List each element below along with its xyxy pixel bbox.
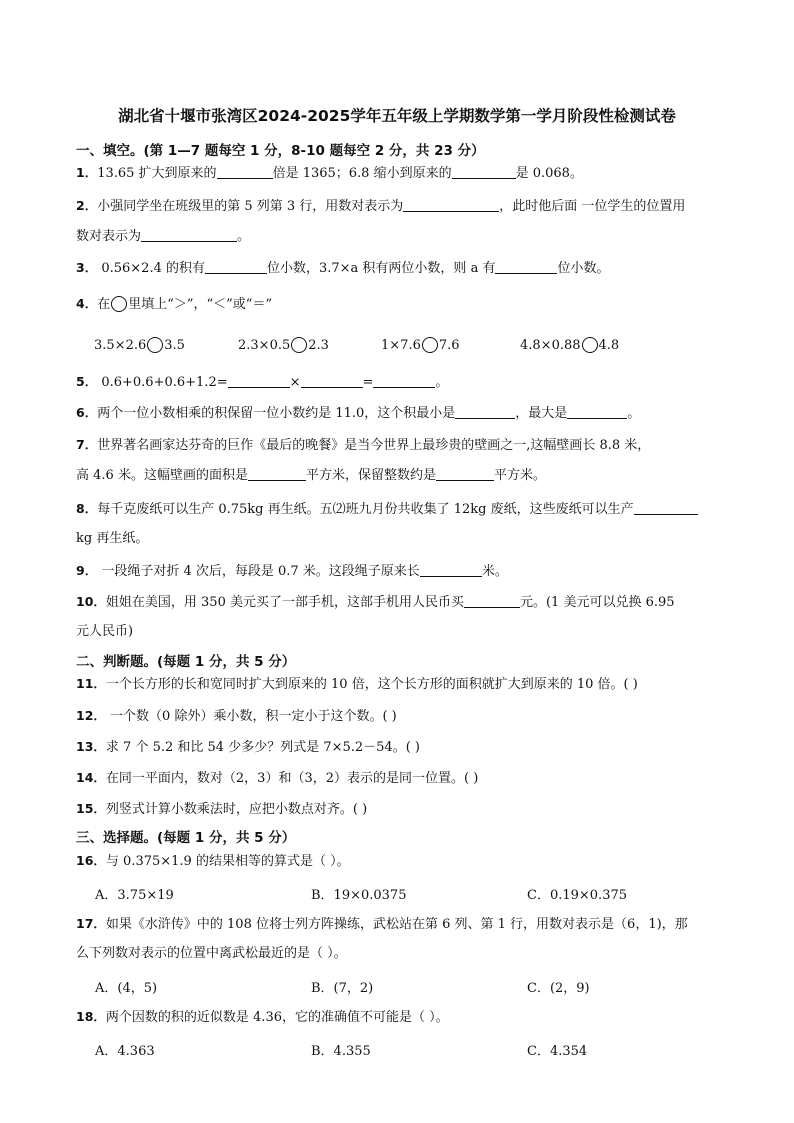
question-15: 15．列竖式计算小数乘法时，应把小数点对齐。( ) — [76, 801, 368, 817]
answer-blank[interactable] — [301, 374, 363, 388]
question-11: 11．一个长方形的长和宽同时扩大到原来的 10 倍，这个长方形的面积就扩大到原来的 10 倍。( ) — [76, 676, 638, 692]
compare-circle[interactable] — [147, 337, 163, 353]
compare-circle[interactable] — [422, 337, 438, 353]
question-6: 6．两个一位小数相乘的积保留一位小数约是 11.0，这个积最小是 ，最大是 。 — [76, 405, 641, 421]
answer-blank[interactable] — [420, 563, 482, 577]
question-16: 16．与 0.375×1.9 的结果相等的算式是（ ）。 — [76, 853, 350, 869]
page-title: 湖北省十堰市张湾区2024-2025学年五年级上学期数学第一学月阶段性检测试卷 — [118, 107, 676, 125]
compare-circle[interactable] — [582, 337, 598, 353]
question-10-cont: 元人民币) — [76, 624, 134, 639]
section-choice-heading: 三、选择题。(每题 1 分，共 5 分） — [76, 830, 296, 846]
compare-item-1: 3.5×2.6 3.5 — [94, 338, 185, 353]
question-17: 17．如果《水浒传》中的 108 位将士列方阵操练，武松站在第 6 列、第 1 行，用数对表示是（6，1)，那 — [76, 916, 688, 932]
section-judge-heading: 二、判断题。(每题 1 分，共 5 分） — [76, 654, 296, 670]
option-a[interactable]: A．4.363 — [95, 1044, 155, 1059]
question-7-cont: 高 4.6 米。这幅壁画的面积是 平方米，保留整数约是 平方米。 — [76, 468, 546, 483]
question-4: 4．在 里填上“＞”，“＜”或“＝” — [76, 296, 273, 312]
compare-item-4: 4.8×0.88 4.8 — [520, 338, 620, 353]
question-13: 13．求 7 个 5.2 和比 54 少多少？列式是 7×5.2－54。( ) — [76, 739, 420, 755]
answer-blank[interactable] — [455, 405, 515, 419]
section-fill-in-heading: 一、填空。(第 1—7 题每空 1 分，8-10 题每空 2 分，共 23 分） — [76, 143, 485, 159]
question-10: 10．姐姐在美国，用 350 美元买了一部手机，这部手机用人民币买 元。(1 美元可以兑换 6.95 — [76, 594, 675, 610]
answer-blank[interactable] — [495, 260, 557, 274]
answer-blank[interactable] — [436, 467, 494, 481]
option-c[interactable]: C．4.354 — [527, 1044, 588, 1059]
compare-item-3: 1×7.6 7.6 — [381, 338, 460, 353]
answer-blank[interactable] — [464, 594, 520, 608]
option-a[interactable]: A．(4，5) — [95, 981, 158, 996]
question-12: 12． 一个数（0 除外）乘小数，积一定小于这个数。( ) — [76, 708, 397, 724]
option-c[interactable]: C．(2，9) — [527, 981, 590, 996]
option-b[interactable]: B．4.355 — [311, 1044, 371, 1059]
answer-blank[interactable] — [452, 165, 516, 179]
option-b[interactable]: B．19×0.0375 — [311, 888, 407, 903]
question-17-cont: 么下列数对表示的位置中离武松最近的是（ ）。 — [76, 946, 347, 961]
answer-blank[interactable] — [373, 374, 435, 388]
option-a[interactable]: A．3.75×19 — [95, 888, 174, 903]
option-b[interactable]: B．(7，2) — [311, 981, 374, 996]
answer-blank[interactable] — [567, 405, 627, 419]
answer-blank[interactable] — [141, 228, 237, 242]
question-2: 2．小强同学坐在班级里的第 5 列第 3 行，用数对表示为 ，此时他后面 一位学生的位置用 — [76, 198, 686, 214]
question-7: 7．世界著名画家达芬奇的巨作《最后的晚餐》是当今世界上最珍贵的壁画之一,这幅壁画长 8.8 米， — [76, 437, 651, 453]
answer-blank[interactable] — [634, 501, 698, 515]
answer-blank[interactable] — [217, 165, 273, 179]
answer-blank[interactable] — [403, 198, 499, 212]
question-1: 1．13.65 扩大到原来的 倍是 1365；6.8 缩小到原来的 是 0.068。 — [76, 165, 583, 181]
circle-icon — [111, 296, 127, 312]
question-2-cont: 数对表示为 。 — [76, 229, 251, 244]
answer-blank[interactable] — [228, 374, 290, 388]
compare-circle[interactable] — [291, 337, 307, 353]
question-14: 14．在同一平面内，数对（2，3）和（3，2）表示的是同一位置。( ) — [76, 770, 479, 786]
answer-blank[interactable] — [248, 467, 306, 481]
answer-blank[interactable] — [205, 260, 267, 274]
question-5: 5． 0.6+0.6+0.6+1.2= × = 。 — [76, 374, 449, 390]
compare-item-2: 2.3×0.5 2.3 — [238, 338, 329, 353]
question-3: 3． 0.56×2.4 的积有 位小数，3.7×a 积有两位小数，则 a 有 位小数。 — [76, 260, 610, 276]
question-8-cont: kg 再生纸。 — [76, 531, 149, 546]
option-c[interactable]: C．0.19×0.375 — [527, 888, 628, 903]
question-8: 8．每千克废纸可以生产 0.75kg 再生纸。五⑵班九月份共收集了 12kg 废纸，这些废纸可以生产 — [76, 500, 698, 519]
question-18: 18．两个因数的积的近似数是 4.36，它的准确值不可能是（ ）。 — [76, 1009, 449, 1025]
question-9: 9． 一段绳子对折 4 次后，每段是 0.7 米。这段绳子原来长 米。 — [76, 563, 508, 579]
